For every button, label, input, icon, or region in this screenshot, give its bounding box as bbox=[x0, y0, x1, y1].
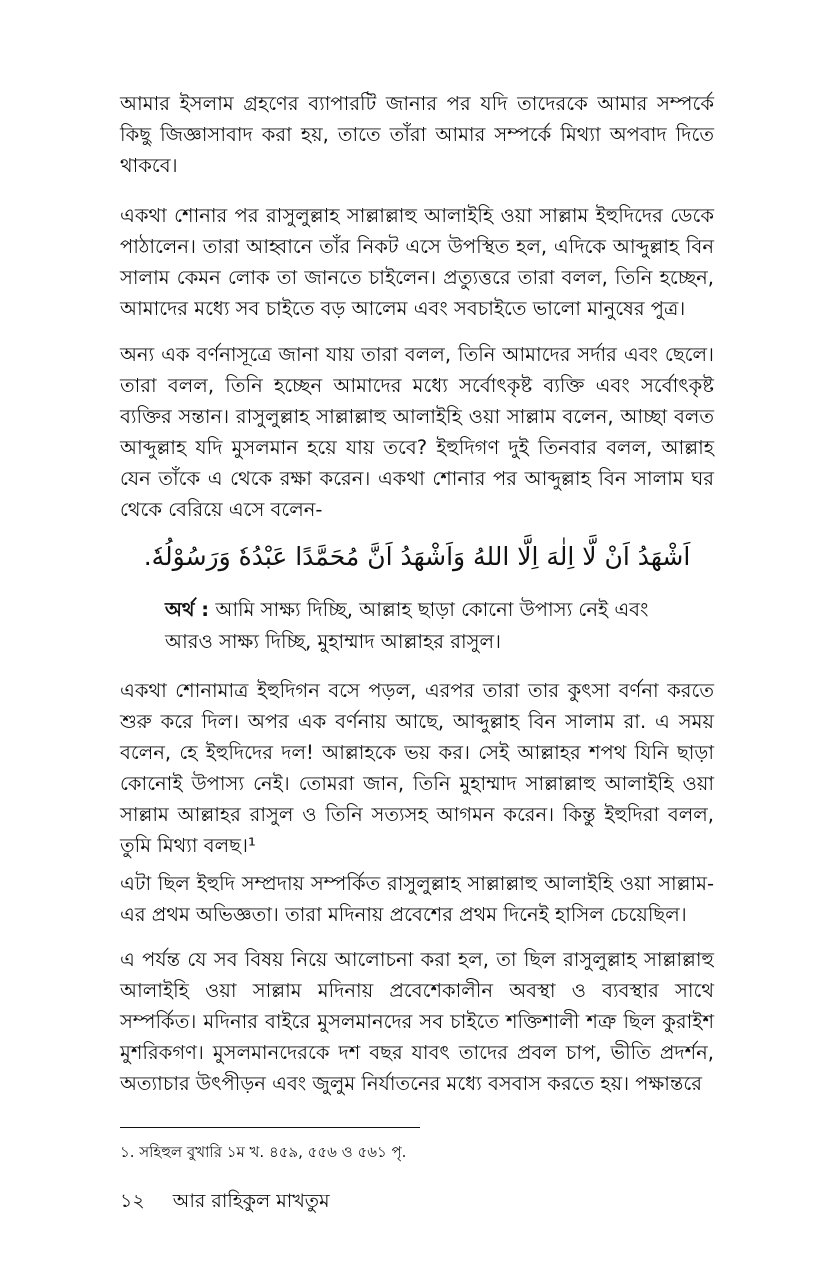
book-title: আর রাহিকুল মাখতুম bbox=[172, 1190, 330, 1212]
paragraph-1: আমার ইসলাম গ্রহণের ব্যাপারটি জানার পর যদি তাদেরকে আমার সম্পর্কে কিছু জিজ্ঞাসাবাদ করা হয়, তাতে তাঁরা আমার সম্পর্কে মিথ্যা অপবাদ দিতে থাকবে। bbox=[120, 92, 714, 177]
arabic-kalima: اَشْهَدُ اَنْ لَّا اِلٰهَ اِلَّا اللهُ وَاَشْهَدُ اَنَّ مُحَمَّدًا عَبْدُهٗ وَرَسُوْلُهٗ. bbox=[143, 542, 691, 571]
paragraph-5: এটা ছিল ইহুদি সম্প্রদায় সম্পর্কিত রাসুলুল্লাহ সাল্লাল্লাহু আলাইহি ওয়া সাল্লাম-এর প্রথম অভিজ্ঞতা। তারা মদিনায় প্রবেশের প্রথম দিনেই হাসিল চেয়েছিল। bbox=[120, 872, 714, 926]
page-footer bbox=[120, 1186, 714, 1216]
paragraph-2: একথা শোনার পর রাসুলুল্লাহ সাল্লাল্লাহু আলাইহি ওয়া সাল্লাম ইহুদিদের ডেকে পাঠালেন। তারা আহ্বানে তাঁর নিকট এসে উপস্থিত হল, এদিকে আব্দুল্লাহ বিন সালাম কেমন লোক তা জানতে চাইলেন। প্রত্যুত্তরে তারা বলল, তিনি হচ্ছেন, আমাদের মধ্যে সব চাইতে বড় আলেম এবং সবচাইতে ভালো মানুষের পুত্র। bbox=[120, 204, 714, 320]
page-number: ১২ bbox=[120, 1190, 145, 1212]
paragraph-4: একথা শোনামাত্র ইহুদিগন বসে পড়ল, এরপর তারা তার কুৎসা বর্ণনা করতে শুরু করে দিল। অপর এক বর্ণনায় আছে, আব্দুল্লাহ বিন সালাম রা. এ সময় বলেন, হে ইহুদিদের দল! আল্লাহকে ভয় কর। সেই আল্লাহর শপথ যিনি ছাড়া কোনোই উপাস্য নেই। তোমরা জান, তিনি মুহাম্মাদ সাল্লাল্লাহু আলাইহি ওয়া সাল্লাম আল্লাহর রাসুল ও তিনি সত্যসহ আগমন করেন। কিন্তু ইহুদিরা বলল, তুমি মিথ্যা বলছ।¹ bbox=[120, 679, 714, 857]
paragraph-6: এ পর্যন্ত যে সব বিষয় নিয়ে আলোচনা করা হল, তা ছিল রাসুলুল্লাহ সাল্লাল্লাহু আলাইহি ওয়া সাল্লাম মদিনায় প্রবেশেকালীন অবস্থা ও ব্যবস্থার সাথে সম্পর্কিত। মদিনার বাইরে মুসলমানদের সব চাইতে শক্তিশালী শত্রু ছিল কুরাইশ মুশরিকগণ। মুসলমানদেরকে দশ বছর যাবৎ তাদের প্রবল চাপ, ভীতি প্রদর্শন, অত্যাচার উৎপীড়ন এবং জুলুম নির্যাতনের মধ্যে বসবাস করতে হয়। পক্ষান্তরে bbox=[120, 948, 714, 1095]
paragraph-3: অন্য এক বর্ণনাসূত্রে জানা যায় তারা বলল, তিনি আমাদের সর্দার এবং ছেলে। তারা বলল, তিনি হচ্ছেন আমাদের মধ্যে সর্বোৎকৃষ্ট ব্যক্তি এবং সর্বোৎকৃষ্ট ব্যক্তির সন্তান। রাসুলুল্লাহ সাল্লাল্লাহু আলাইহি ওয়া সাল্লাম বলেন, আচ্ছা বলত আব্দুল্লাহ যদি মুসলমান হয়ে যায় তবে? ইহুদিগণ দুই তিনবার বলল, আল্লাহ যেন তাঁকে এ থেকে রক্ষা করেন। একথা শোনার পর আব্দুল্লাহ বিন সালাম ঘর থেকে বেরিয়ে এসে বলেন- bbox=[120, 343, 714, 521]
footnote: ১. সহিহুল বুখারি ১ম খ. ৪৫৯, ৫৫৬ ও ৫৬১ পৃ. bbox=[120, 1143, 407, 1161]
meaning-label: অর্থ : bbox=[165, 598, 210, 621]
kalima-meaning bbox=[165, 594, 685, 658]
meaning-text: আমি সাক্ষ্য দিচ্ছি, আল্লাহ ছাড়া কোনো উপাস্য নেই এবং আরও সাক্ষ্য দিচ্ছি, মুহাম্মাদ আল্লাহর রাসুল। bbox=[165, 598, 649, 653]
footnote-divider bbox=[120, 1127, 420, 1128]
